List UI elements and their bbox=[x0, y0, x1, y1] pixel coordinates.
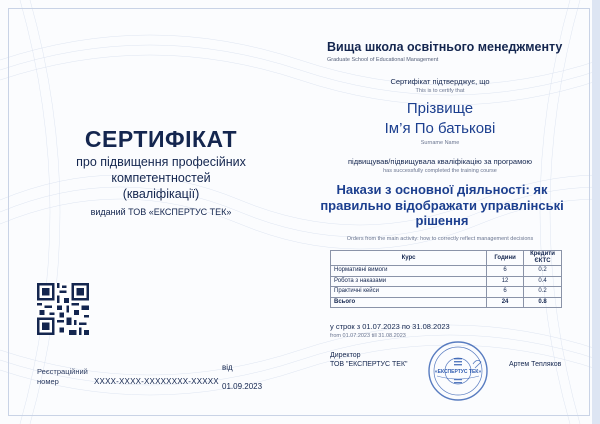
certificate-subtitle bbox=[20, 154, 302, 202]
subtitle-line-2: компетентностей bbox=[111, 171, 211, 185]
row-course: Нормативні вимоги bbox=[331, 266, 487, 277]
header-hours: Години bbox=[487, 251, 524, 266]
completed-text-en: has successfully completed the training course bbox=[383, 168, 497, 174]
course-title-en: Orders from the main activity: how to correctly reflect management decisions bbox=[346, 236, 534, 242]
total-credits: 0.8 bbox=[524, 297, 562, 308]
company-seal-icon bbox=[427, 340, 489, 402]
hours-table bbox=[330, 250, 562, 308]
subtitle-line-3: (кваліфікації) bbox=[122, 187, 200, 201]
registration-label bbox=[37, 367, 88, 387]
row-hours: 6 bbox=[487, 287, 524, 298]
row-credits: 0.2 bbox=[524, 266, 562, 277]
header-credits-line-1: Кредити bbox=[530, 251, 555, 257]
header-credits-line-2: ЄКТС bbox=[534, 258, 551, 264]
table-header-row bbox=[331, 251, 562, 266]
row-credits: 0.2 bbox=[524, 287, 562, 298]
qr-code[interactable] bbox=[37, 283, 89, 335]
training-period-en: from 01.07.2023 till 31.08.2023 bbox=[330, 333, 406, 339]
confirm-text-en: This is to certify that bbox=[415, 88, 465, 94]
subtitle-line-1: про підвищення професійних bbox=[76, 155, 246, 169]
total-course: Всього bbox=[331, 297, 487, 308]
school-name-en: Graduate School of Educational Management bbox=[327, 57, 439, 63]
certificate-issuer: виданий ТОВ «ЕКСПЕРТУС ТЕК» bbox=[90, 207, 232, 217]
course-title: Накази з основної діяльності: як правильно відображати управлінські рішення bbox=[320, 182, 564, 228]
recipient-name-caption: Surname Name bbox=[420, 140, 460, 146]
row-hours: 12 bbox=[487, 276, 524, 287]
certificate-title: СЕРТИФІКАТ bbox=[84, 126, 238, 152]
table-row bbox=[331, 266, 562, 277]
header-course: Курс bbox=[331, 251, 487, 266]
table-total-row bbox=[331, 297, 562, 308]
recipient-surname: Прізвище bbox=[406, 100, 474, 117]
total-hours: 24 bbox=[487, 297, 524, 308]
table-row bbox=[331, 287, 562, 298]
training-period: у строк з 01.07.2023 по 31.08.2023 bbox=[330, 322, 450, 331]
registration-label-line-2: номер bbox=[37, 377, 59, 386]
director-role: Директор bbox=[330, 352, 361, 359]
registration-date: 01.09.2023 bbox=[222, 382, 263, 391]
row-course: Робота з наказами bbox=[331, 276, 487, 287]
confirm-text: Сертифікат підтверджує, що bbox=[390, 77, 490, 86]
recipient-given-name: Ім’я По батькові bbox=[384, 120, 496, 137]
row-course: Практичні кейси bbox=[331, 287, 487, 298]
registration-number: XXXX-XXXX-XXXXXXXX-XXXXX bbox=[94, 377, 219, 386]
header-credits bbox=[524, 251, 562, 266]
registration-label-line-1: Реєстраційний bbox=[37, 367, 88, 376]
director-org: ТОВ "ЕКСПЕРТУС ТЕК" bbox=[330, 361, 408, 368]
seal-text: «ЕКСПЕРТУС ТЕК» bbox=[434, 369, 482, 375]
row-hours: 6 bbox=[487, 266, 524, 277]
registration-date-label: від bbox=[222, 363, 233, 372]
director-name: Артем Тепляков bbox=[509, 361, 562, 368]
row-credits: 0.4 bbox=[524, 276, 562, 287]
school-name: Вища школа освітнього менеджменту bbox=[327, 40, 563, 54]
side-stripe bbox=[592, 0, 600, 424]
completed-text: підвищував/підвищувала кваліфікацію за програмою bbox=[347, 157, 533, 166]
table-row bbox=[331, 276, 562, 287]
